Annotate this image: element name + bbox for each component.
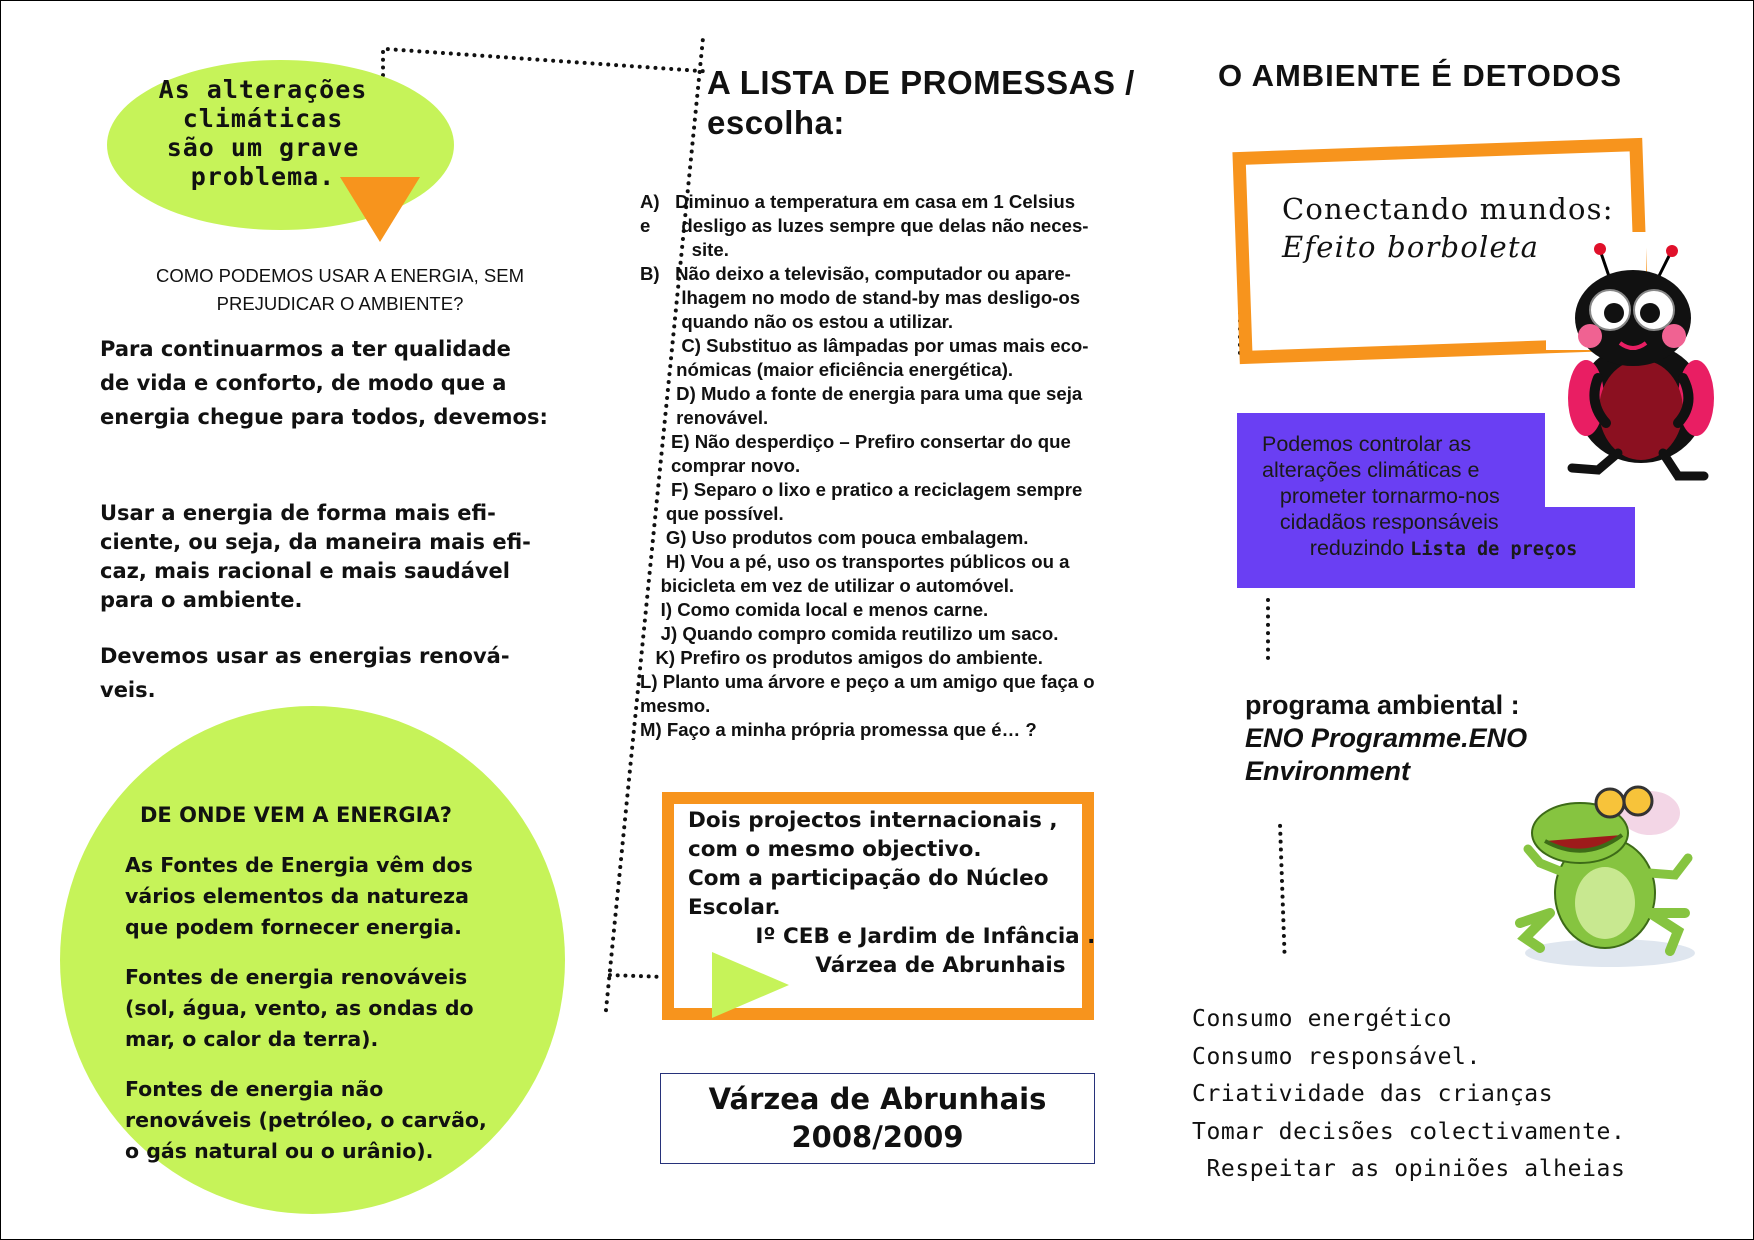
list-item: L) Planto uma árvore e peço a um amigo que faça o — [640, 671, 1095, 692]
list-item: mesmo. — [640, 695, 711, 716]
dotted-divider-right-mid — [1266, 598, 1270, 660]
energy-circle-title: DE ONDE VEM A ENERGIA? — [140, 803, 452, 827]
climate-bubble-text: As alterações climáticas são um grave problema. — [158, 75, 368, 191]
butterfly-effect-heading: Conectando mundos: Efeito borboleta — [1282, 192, 1614, 264]
list-item: que possível. — [640, 503, 784, 524]
frog-illustration — [1510, 763, 1696, 969]
list-item: A) Diminuo a temperatura em casa em 1 Celsius — [640, 191, 1076, 212]
projects-text: Dois projectos internacionais , com o mesmo objectivo. Com a participação do Núcleo Escolar. Iº CEB e Jardim de Infância . Várzea de Abrunhais — [688, 808, 1096, 978]
list-item: M) Faço a minha própria promessa que é… ? — [640, 719, 1037, 740]
energy-question: COMO PODEMOS USAR A ENERGIA, SEM PREJUDICAR O AMBIENTE? — [155, 265, 524, 314]
list-item: E) Não desperdiço – Prefiro consertar do que — [640, 431, 1071, 452]
ladybug-pupil-left — [1604, 303, 1624, 323]
list-item: comprar novo. — [640, 455, 801, 476]
dotted-divider-right-bottom — [1278, 824, 1287, 954]
list-item: K) Prefiro os produtos amigos do ambiente. — [640, 647, 1043, 668]
ladybug-cheek-left — [1578, 324, 1602, 348]
list-item: H) Vou a pé, uso os transportes públicos ou a — [640, 551, 1070, 572]
list-item: renovável. — [640, 407, 769, 428]
list-item: lhagem no modo de stand-by mas desligo-os — [640, 287, 1081, 308]
list-item: quando não os estou a utilizar. — [640, 311, 954, 332]
ladybug-antenna-tip-right — [1666, 245, 1678, 257]
promises-list — [640, 190, 1152, 742]
list-item: bicicleta em vez de utilizar o automóvel. — [640, 575, 1015, 596]
list-item: C) Substituo as lâmpadas por umas mais eco- — [640, 335, 1089, 356]
promises-title: A LISTA DE PROMESSAS / escolha: — [707, 64, 1135, 141]
climate-pledge-text: Podemos controlar as alterações climáticas e prometer tornarmo-nos cidadãos responsáveis reduzindo Lista de preços — [1262, 432, 1578, 560]
ladybug-antenna-tip-left — [1594, 243, 1606, 255]
list-item: e desligo as luzes sempre que delas não neces- — [640, 215, 1089, 236]
renewables-paragraph: Devemos usar as energias renová- veis. — [100, 644, 510, 702]
school-year-text: Várzea de Abrunhais 2008/2009 — [708, 1082, 1047, 1154]
frog-leg-left — [1520, 913, 1550, 948]
quality-paragraph: Para continuarmos a ter qualidade de vida e conforto, de modo que a energia chegue para todos, devemos: — [100, 337, 548, 429]
ladybug-cheek-right — [1662, 324, 1686, 348]
list-item: B) Não deixo a televisão, computador ou apare- — [640, 263, 1071, 284]
price-list-bold: Lista de preços — [1410, 539, 1578, 560]
list-item: Criatividade das crianças — [1192, 1081, 1554, 1107]
nonrenewable-sources-paragraph: Fontes de energia não renováveis (petróleo, o carvão, o gás natural ou o urânio). — [125, 1077, 487, 1163]
frog-goggles-right — [1624, 787, 1652, 815]
list-item: site. — [640, 239, 729, 260]
energy-sources-paragraph: As Fontes de Energia vêm dos vários elementos da natureza que podem fornecer energia. — [125, 853, 473, 939]
renewable-sources-paragraph: Fontes de energia renováveis (sol, água, vento, as ondas do mar, o calor da terra). — [125, 965, 474, 1051]
list-item: D) Mudo a fonte de energia para uma que seja — [640, 383, 1083, 404]
frog-belly — [1575, 867, 1635, 939]
list-item: F) Separo o lixo e pratico a reciclagem sempre — [640, 479, 1083, 500]
list-item: Consumo responsável. — [1192, 1043, 1481, 1070]
program-name: ENO Programme.ENO Environment — [1245, 723, 1528, 786]
list-item: J) Quando compro comida reutilizo um saco. — [640, 623, 1059, 644]
ladybug-leg-right — [1663, 453, 1704, 476]
dotted-connector-top — [386, 47, 705, 73]
list-item: Tomar decisões colectivamente. — [1192, 1118, 1626, 1145]
environment-title: O AMBIENTE É DETODOS — [1218, 58, 1623, 93]
themes-list — [1192, 1001, 1672, 1189]
list-item: nómicas (maior eficiência energética). — [640, 359, 1014, 380]
program-title: programa ambiental : — [1245, 690, 1520, 720]
ladybug-pupil-right — [1640, 303, 1660, 323]
list-item: Consumo energético — [1192, 1006, 1453, 1032]
list-item: Respeitar as opiniões alheias — [1192, 1156, 1626, 1182]
frog-arm-right — [1650, 858, 1688, 875]
list-item: G) Uso produtos com pouca embalagem. — [640, 527, 1029, 548]
list-item: I) Como comida local e menos carne. — [640, 599, 989, 620]
efficiency-paragraph: Usar a energia de forma mais efi- ciente, ou seja, da maneira mais efi- caz, mais racional e mais saudável para o ambiente. — [100, 501, 531, 612]
frog-goggles-left — [1596, 789, 1624, 817]
